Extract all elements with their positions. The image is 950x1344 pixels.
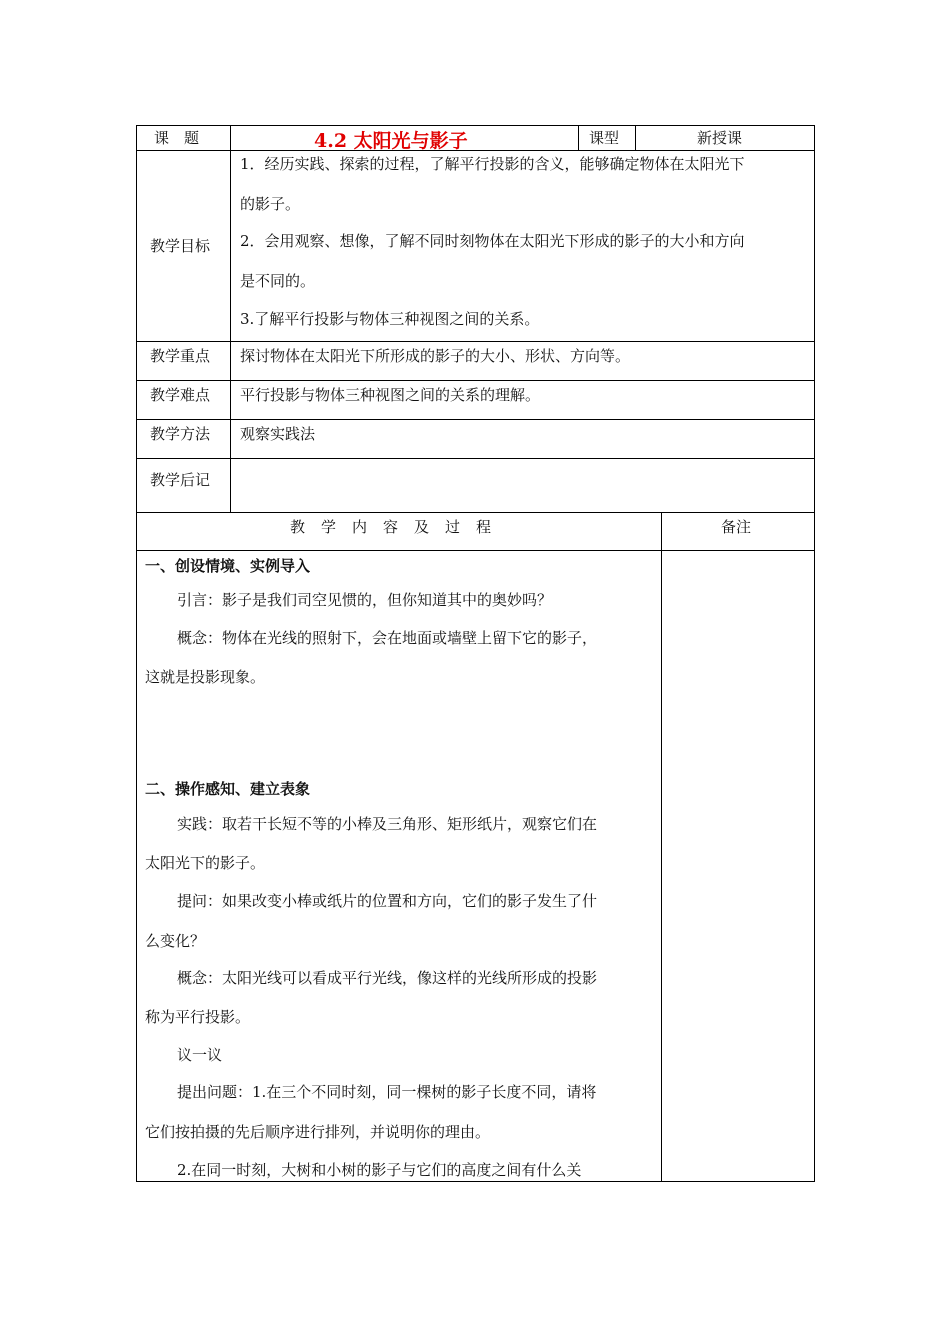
row-divider [136, 150, 815, 151]
paragraph: 太阳光下的影子。 [145, 854, 266, 872]
paragraph: 概念：太阳光线可以看成平行光线，像这样的光线所形成的投影 [177, 969, 598, 987]
row-divider [136, 341, 815, 342]
row-divider [136, 512, 815, 513]
difficulty-label: 教学难点 [150, 386, 211, 404]
goal-line: 2．会用观察、想像，了解不同时刻物体在太阳光下形成的影子的大小和方向 [240, 232, 745, 250]
reflection-label: 教学后记 [150, 471, 211, 489]
content-header: 教学内容及过程 [290, 518, 508, 536]
goal-line: 是不同的。 [240, 272, 316, 290]
column-divider [578, 125, 579, 151]
type-value: 新授课 [697, 129, 743, 147]
table-border-left [136, 125, 137, 1182]
row-divider [136, 380, 815, 381]
paragraph: 实践：取若干长短不等的小棒及三角形、矩形纸片，观察它们在 [177, 815, 598, 833]
column-divider [230, 125, 231, 513]
table-border-right [814, 125, 815, 1182]
type-label: 课型 [589, 129, 620, 147]
key-point-text: 探讨物体在太阳光下所形成的影子的大小、形状、方向等。 [240, 347, 631, 365]
paragraph: 2.在同一时刻，大树和小树的影子与它们的高度之间有什么关 [177, 1161, 582, 1179]
method-label: 教学方法 [150, 425, 211, 443]
row-divider [136, 550, 815, 551]
goal-line: 3.了解平行投影与物体三种视图之间的关系。 [240, 310, 540, 328]
paragraph: 议一议 [177, 1046, 223, 1064]
difficulty-text: 平行投影与物体三种视图之间的关系的理解。 [240, 386, 541, 404]
method-text: 观察实践法 [240, 425, 316, 443]
goal-line: 的影子。 [240, 195, 301, 213]
key-point-label: 教学重点 [150, 347, 211, 365]
column-divider [661, 512, 662, 1182]
goal-line: 1．经历实践、探索的过程，了解平行投影的含义，能够确定物体在太阳光下 [240, 155, 745, 173]
table-border-top [136, 125, 815, 126]
row-divider [136, 458, 815, 459]
row-divider [136, 419, 815, 420]
goals-label: 教学目标 [150, 237, 211, 255]
paragraph: 称为平行投影。 [145, 1008, 251, 1026]
paragraph: 提出问题：1.在三个不同时刻，同一棵树的影子长度不同，请将 [177, 1083, 597, 1101]
paragraph: 这就是投影现象。 [145, 668, 266, 686]
topic-label: 课 题 [154, 129, 200, 147]
section-title: 二、操作感知、建立表象 [145, 780, 311, 798]
notes-header: 备注 [721, 518, 752, 536]
column-divider [635, 125, 636, 151]
paragraph: 概念：物体在光线的照射下，会在地面或墙壁上留下它的影子， [177, 629, 598, 647]
paragraph: 它们按拍摄的先后顺序进行排列，并说明你的理由。 [145, 1123, 491, 1141]
table-border-bottom [136, 1181, 815, 1182]
section-title: 一、创设情境、实例导入 [145, 557, 311, 575]
paragraph: 引言：影子是我们司空见惯的，但你知道其中的奥妙吗？ [177, 591, 553, 609]
paragraph: 么变化？ [145, 932, 206, 950]
lesson-title: 4.2 太阳光与影子 [314, 130, 468, 152]
paragraph: 提问：如果改变小棒或纸片的位置和方向，它们的影子发生了什 [177, 892, 598, 910]
